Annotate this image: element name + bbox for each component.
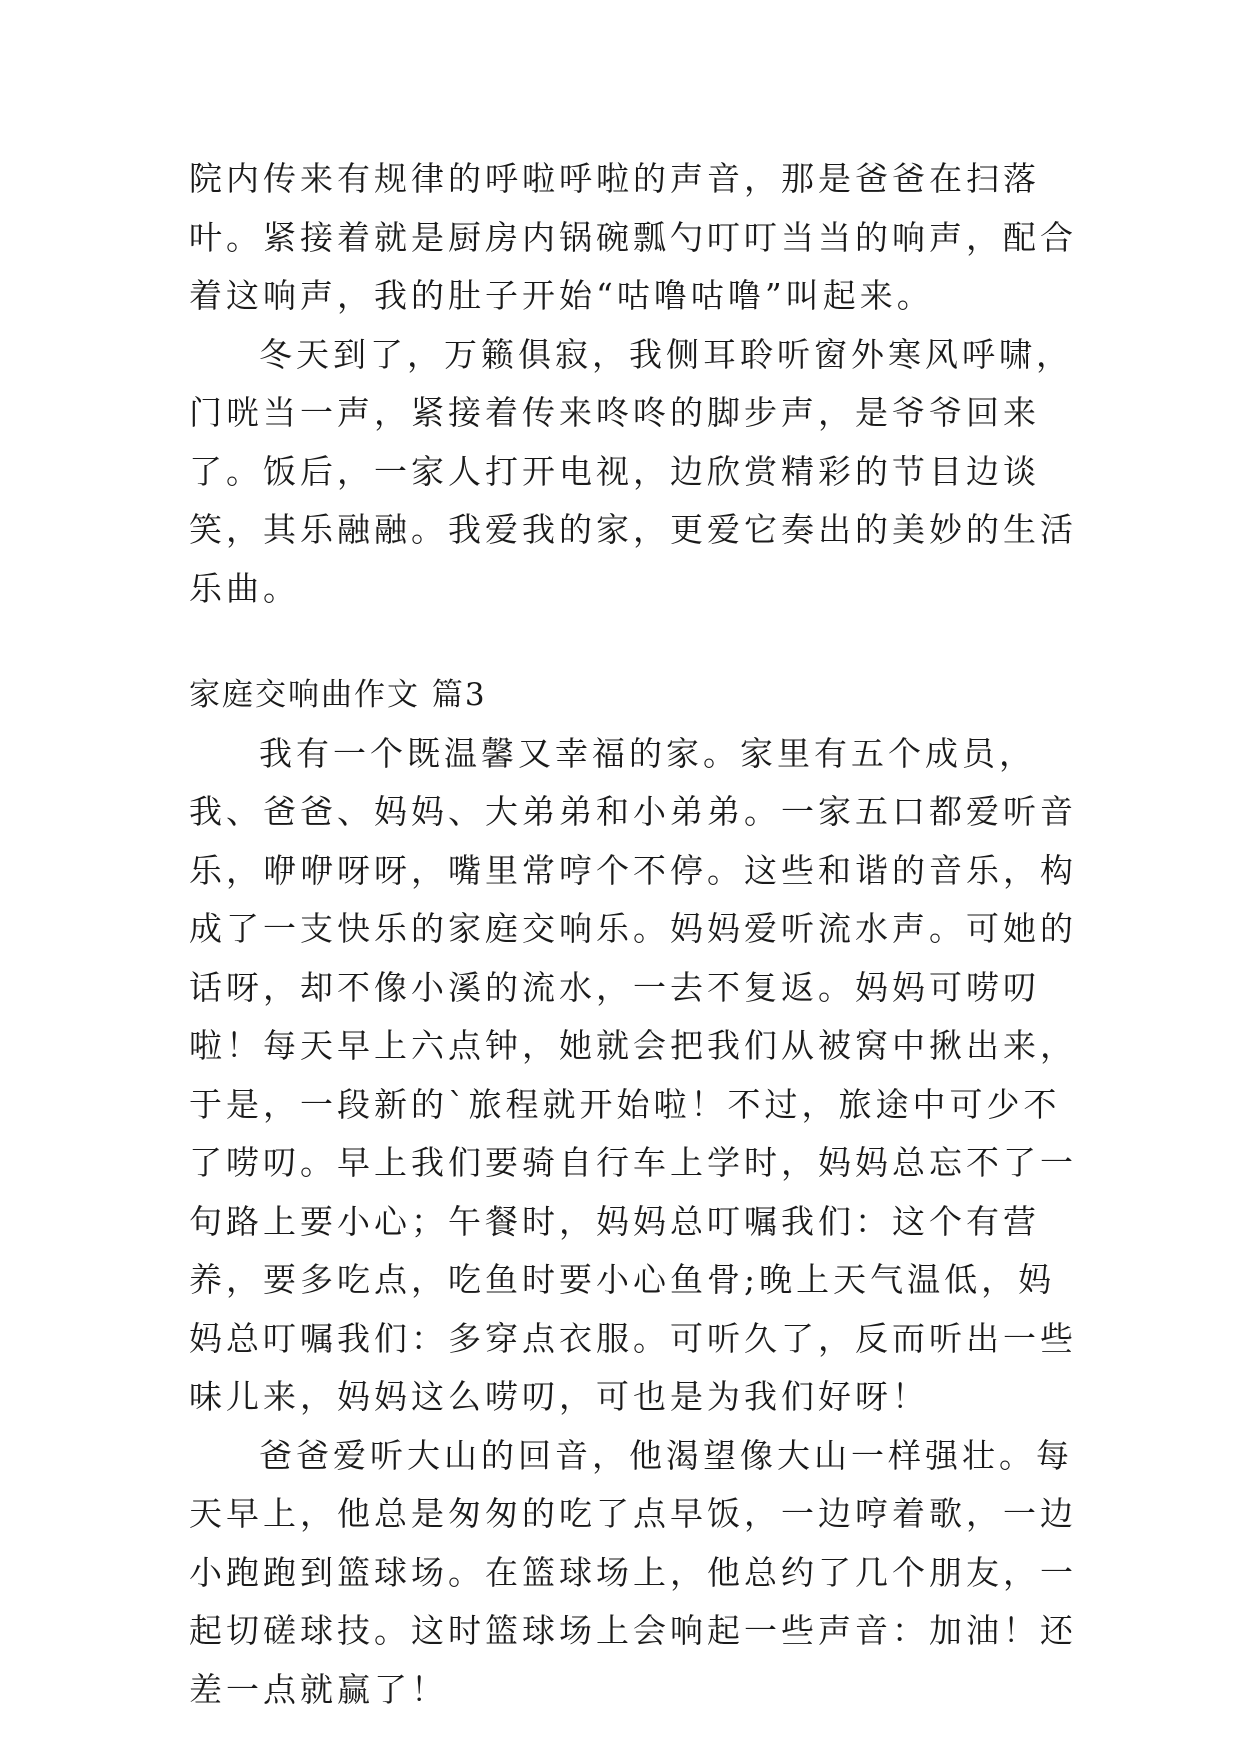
- paragraph-autumn-sounds: 院内传来有规律的呼啦呼啦的声音，那是爸爸在扫落叶。紧接着就是厨房内锅碗瓢勺叮叮当当的响声，配合着这响声，我的肚子开始“咕噜咕噜”叫起来。: [189, 159, 1077, 315]
- section-heading: 家庭交响曲作文 篇3: [189, 677, 487, 713]
- paragraph-mother: 我有一个既温馨又幸福的家。家里有五个成员，我、爸爸、妈妈、大弟弟和小弟弟。一家五口都爱听音乐，咿咿呀呀，嘴里常哼个不停。这些和谐的音乐，构成了一支快乐的家庭交响乐。妈妈爱听流水声。可她的话呀，却不像小溪的流水，一去不复返。妈妈可唠叨啦！每天早上六点钟，她就会把我们从被窝中揪出来，于是，一段新的`旅程就开始啦！不过，旅途中可少不了唠叨。早上我们要骑自行车上学时，妈妈总忘不了一句路上要小心；午餐时，妈妈总叮嘱我们：这个有营养，要多吃点，吃鱼时要小心鱼骨;晚上天气温低，妈妈总叮嘱我们：多穿点衣服。可听久了，反而听出一些味儿来，妈妈这么唠叨，可也是为我们好呀！: [189, 733, 1077, 1416]
- paragraph-winter-sounds: 冬天到了，万籁俱寂，我侧耳聆听窗外寒风呼啸，门咣当一声，紧接着传来咚咚的脚步声，是爷爷回来了。饭后，一家人打开电视，边欣赏精彩的节目边谈笑，其乐融融。我爱我的家，更爱它奏出的美妙的生活乐曲。: [189, 334, 1077, 608]
- document-page: [189, 150, 1089, 1719]
- paragraph-father: 爸爸爱听大山的回音，他渴望像大山一样强壮。每天早上，他总是匆匆的吃了点早饭，一边哼着歌，一边小跑跑到篮球场。在篮球场上，他总约了几个朋友，一起切磋球技。这时篮球场上会响起一些声音：加油！还差一点就赢了！: [189, 1435, 1077, 1709]
